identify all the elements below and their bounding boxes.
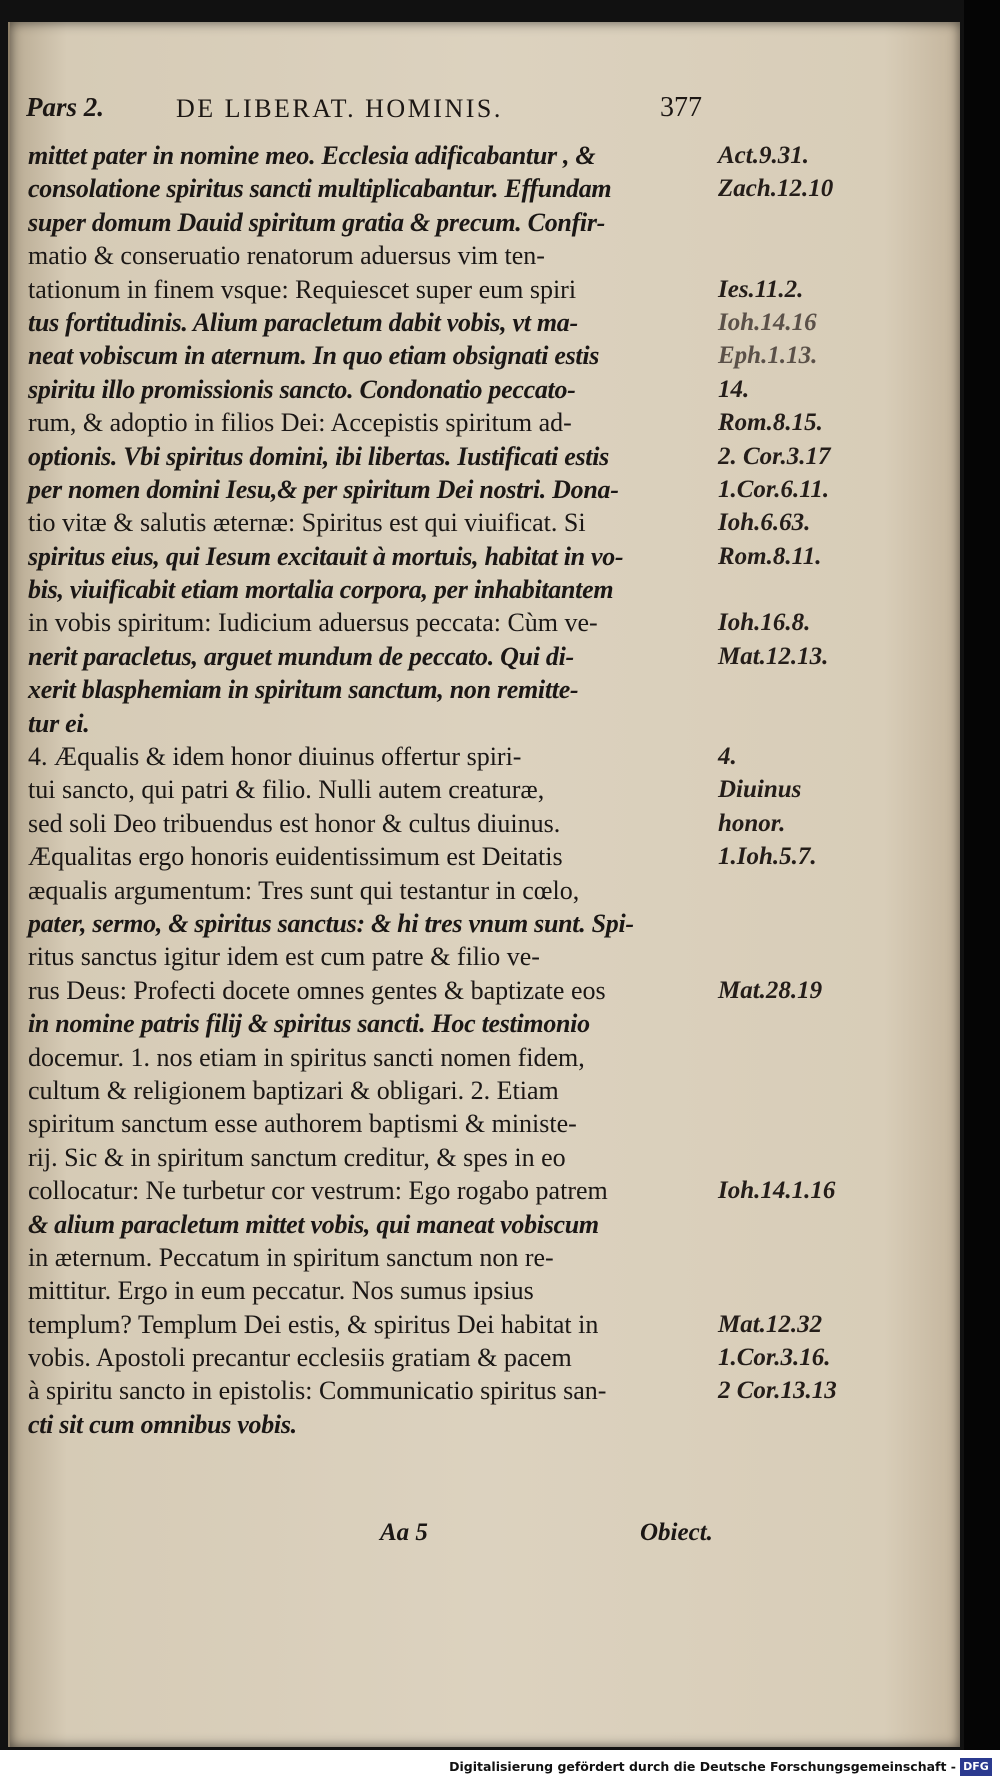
page-footer — [10, 1519, 930, 1559]
line-text: vobis. Apostoli precantur ecclesiis gratiam & pacem — [28, 1343, 572, 1373]
marginal-reference: Ies.11.2. — [718, 275, 804, 303]
line-text: per nomen domini Iesu,& per spiritum Dei nostri. Dona- — [28, 474, 619, 504]
line-text: ritus sanctus igitur idem est cum patre & filio ve- — [28, 942, 540, 972]
marginal-reference: Act.9.31. — [718, 142, 809, 169]
signature-mark: Aa 5 — [380, 1519, 428, 1546]
credit-bar — [0, 1750, 1000, 1783]
line-text: tui sancto, qui patri & filio. Nulli autem creaturæ, — [28, 775, 545, 805]
text-line — [28, 1041, 940, 1074]
running-head — [26, 92, 946, 132]
line-text: à spiritu sancto in epistolis: Communicatio spiritus san- — [28, 1376, 607, 1406]
text-line — [28, 306, 940, 339]
text-line — [28, 373, 940, 406]
line-text: cultum & religionem baptizari & obligari. 2. Etiam — [28, 1075, 559, 1105]
line-text: tationum in finem vsque: Requiescet super eum spiri — [28, 274, 577, 304]
part-label: Pars 2. — [26, 92, 105, 122]
marginal-reference: 1.Cor.3.16. — [718, 1344, 831, 1372]
text-line — [28, 473, 940, 506]
text-line — [28, 1007, 940, 1040]
line-text: in vobis spiritum: Iudicium aduersus peccata: Cùm ve- — [28, 608, 598, 638]
line-text: rum, & adoptio in filios Dei: Accepistis spiritum ad- — [28, 408, 572, 438]
marginal-reference: Mat.28.19 — [718, 976, 823, 1004]
marginal-reference: Rom.8.11. — [718, 542, 822, 570]
marginal-reference: 2. Cor.3.17 — [718, 442, 831, 470]
line-text: spiritum sanctum esse authorem baptismi & ministe- — [28, 1109, 577, 1139]
line-text: super domum Dauid spiritum gratia & precum. Confir- — [28, 207, 606, 237]
line-text: optionis. Vbi spiritus domini, ibi libertas. Iustificati estis — [28, 441, 609, 471]
text-line — [28, 1374, 940, 1407]
marginal-reference: Ioh.14.16 — [718, 308, 817, 336]
text-line — [28, 139, 940, 172]
text-line — [28, 940, 940, 973]
text-line — [28, 1107, 940, 1140]
marginal-reference: Mat.12.32 — [718, 1310, 823, 1338]
marginal-reference: Zach.12.10 — [718, 175, 834, 203]
line-text: neat vobiscum in aternum. In quo etiam obsignati estis — [28, 341, 600, 371]
text-line — [28, 440, 940, 473]
text-line — [28, 506, 940, 539]
line-text: tus fortitudinis. Alium paracletum dabit vobis, vt ma- — [28, 307, 578, 337]
line-text: templum? Templum Dei estis, & spiritus Dei habitat in — [28, 1309, 599, 1339]
text-line — [28, 874, 940, 907]
marginal-reference: 1.Cor.6.11. — [718, 475, 830, 503]
text-line — [28, 1274, 940, 1307]
text-line — [28, 1174, 940, 1207]
line-text: spiritus eius, qui Iesum excitauit à mortuis, habitat in vo- — [28, 541, 624, 571]
book-page — [8, 22, 960, 1747]
marginal-reference: Rom.8.15. — [718, 409, 823, 437]
line-text: æqualis argumentum: Tres sunt qui testantur in cœlo, — [28, 875, 580, 905]
text-line — [28, 1241, 940, 1274]
text-line — [28, 673, 940, 706]
marginal-reference: Ioh.14.1.16 — [718, 1177, 836, 1205]
text-line — [28, 640, 940, 673]
marginal-reference: Ioh.6.63. — [718, 509, 811, 537]
text-line — [28, 573, 940, 606]
text-line — [28, 1074, 940, 1107]
text-line — [28, 707, 940, 740]
marginal-reference: Eph.1.13. — [718, 342, 818, 370]
line-text: Æqualitas ergo honoris euidentissimum est Deitatis — [28, 842, 563, 872]
text-line — [28, 1408, 940, 1441]
line-text: pater, sermo, & spiritus sanctus: & hi tres vnum sunt. Spi- — [28, 908, 634, 938]
text-line — [28, 1341, 940, 1374]
line-text: spiritu illo promissionis sancto. Condonatio peccato- — [28, 374, 576, 404]
text-line — [28, 840, 940, 873]
line-text: sed soli Deo tribuendus est honor & cultus diuinus. — [28, 808, 561, 838]
line-text: xerit blasphemiam in spiritum sanctum, non remitte- — [28, 675, 579, 705]
funding-credit: Digitalisierung gefördert durch die Deutsche Forschungsgemeinschaft - — [449, 1759, 956, 1774]
line-text: tur ei. — [28, 708, 90, 738]
text-line — [28, 339, 940, 372]
marginal-reference: 1.Ioh.5.7. — [718, 843, 817, 871]
line-text: matio & conseruatio renatorum aduersus vim ten- — [28, 241, 545, 271]
text-line — [28, 273, 940, 306]
text-line — [28, 1208, 940, 1241]
line-text: in nomine patris filij & spiritus sancti. Hoc testimonio — [28, 1009, 590, 1039]
marginal-reference: 2 Cor.13.13 — [718, 1377, 837, 1405]
line-text: & alium paracletum mittet vobis, qui maneat vobiscum — [28, 1209, 599, 1239]
text-line — [28, 974, 940, 1007]
text-line — [28, 1308, 940, 1341]
text-line — [28, 773, 940, 806]
page-title: DE LIBERAT. HOMINIS. — [176, 94, 503, 123]
line-text: rus Deus: Profecti docete omnes gentes & baptizate eos — [28, 975, 606, 1005]
marginal-reference: Ioh.16.8. — [718, 609, 811, 637]
text-line — [28, 907, 940, 940]
line-text: tio vitæ & salutis æternæ: Spiritus est qui viuificat. Si — [28, 508, 586, 538]
text-line — [28, 807, 940, 840]
line-text: consolatione spiritus sancti multiplicabantur. Effundam — [28, 174, 612, 204]
text-line — [28, 740, 940, 773]
line-text: mittitur. Ergo in eum peccatur. Nos sumus ipsius — [28, 1276, 534, 1306]
line-text: bis, viuificabit etiam mortalia corpora, per inhabitantem — [28, 575, 614, 605]
text-line — [28, 540, 940, 573]
line-text: collocatur: Ne turbetur cor vestrum: Ego rogabo patrem — [28, 1176, 608, 1206]
page-number: 377 — [660, 92, 702, 123]
text-line — [28, 206, 940, 239]
marginal-reference: Mat.12.13. — [718, 642, 829, 670]
catchword: Obiect. — [640, 1519, 713, 1546]
scan-border — [964, 0, 1000, 1783]
marginal-reference: 14. — [718, 375, 750, 403]
line-text: 4. Æqualis & idem honor diuinus offertur spiri- — [28, 742, 522, 772]
line-text: nerit paracletus, arguet mundum de peccato. Qui di- — [28, 641, 574, 671]
text-line — [28, 606, 940, 639]
line-text: rij. Sic & in spiritum sanctum creditur, & spes in eo — [28, 1142, 566, 1172]
text-line — [28, 239, 940, 272]
line-text: docemur. 1. nos etiam in spiritus sancti nomen fidem, — [28, 1042, 585, 1072]
marginal-reference: Diuinus — [718, 776, 802, 804]
line-text: in æternum. Peccatum in spiritum sanctum non re- — [28, 1242, 554, 1272]
line-text: mittet pater in nomine meo. Ecclesia adificabantur , & — [28, 141, 596, 170]
dfg-logo: DFG — [960, 1758, 992, 1776]
text-line — [28, 172, 940, 205]
marginal-reference: 4. — [718, 743, 737, 771]
text-line — [28, 1141, 940, 1174]
marginal-reference: honor. — [718, 809, 786, 837]
line-text: cti sit cum omnibus vobis. — [28, 1409, 297, 1439]
text-body — [28, 139, 940, 1441]
text-line — [28, 406, 940, 439]
